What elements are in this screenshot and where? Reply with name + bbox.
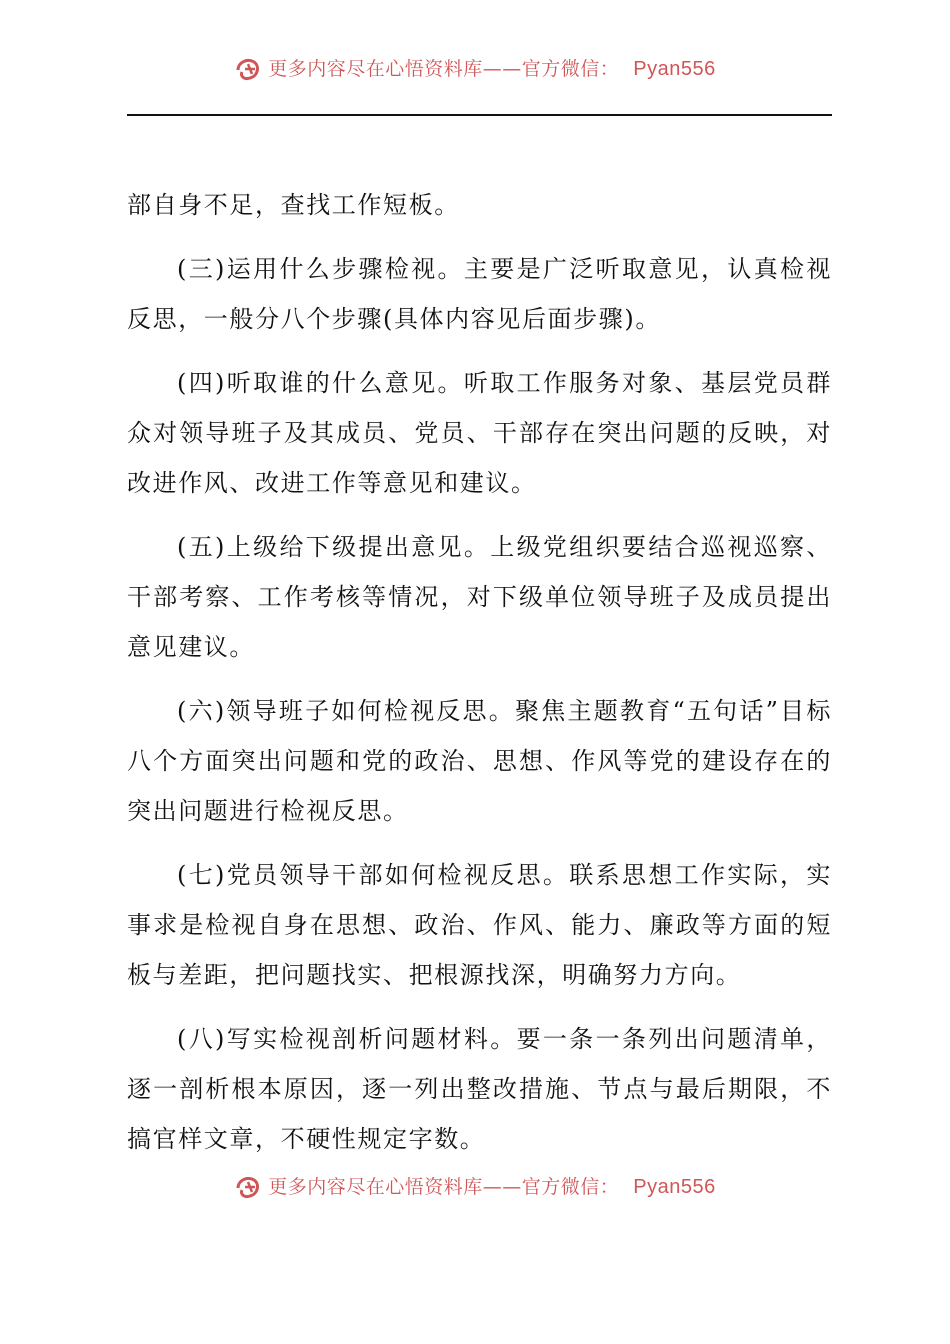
watermark-text: 更多内容尽在心悟资料库——官方微信： (268, 1175, 620, 1198)
brand-logo-icon (234, 56, 264, 82)
document-body (127, 180, 832, 1178)
paragraph-step-3: (三)运用什么步骤检视。主要是广泛听取意见，认真检视反思，一般分八个步骤(具体内容见后面步骤)。 (127, 255, 832, 333)
watermark-wechat-id: Pyan556 (633, 1175, 716, 1198)
paragraph-step-6: (六)领导班子如何检视反思。聚焦主题教育“五句话”目标八个方面突出问题和党的政治、思想、作风等党的建设存在的突出问题进行检视反思。 (127, 697, 832, 825)
paragraph-step-5: (五)上级给下级提出意见。上级党组织要结合巡视巡察、干部考察、工作考核等情况，对下级单位领导班子及成员提出意见建议。 (127, 533, 832, 661)
paragraph-step-8: (八)写实检视剖析问题材料。要一条一条列出问题清单，逐一剖析根本原因，逐一列出整改措施、节点与最后期限，不搞官样文章，不硬性规定字数。 (127, 1025, 832, 1153)
watermark-text: 更多内容尽在心悟资料库——官方微信： (268, 57, 620, 80)
brand-logo-icon (234, 1174, 264, 1200)
paragraph-step-7: (七)党员领导干部如何检视反思。联系思想工作实际，实事求是检视自身在思想、政治、作风、能力、廉政等方面的短板与差距，把问题找实、把根源找深，明确努力方向。 (127, 861, 832, 989)
paragraph-continuation: 部自身不足，查找工作短板。 (127, 191, 460, 219)
header-watermark (0, 52, 950, 86)
header-divider (127, 114, 832, 116)
footer-watermark (0, 1170, 950, 1204)
watermark-wechat-id: Pyan556 (633, 57, 716, 80)
paragraph-step-4: (四)听取谁的什么意见。听取工作服务对象、基层党员群众对领导班子及其成员、党员、干部存在突出问题的反映，对改进作风、改进工作等意见和建议。 (127, 369, 832, 497)
